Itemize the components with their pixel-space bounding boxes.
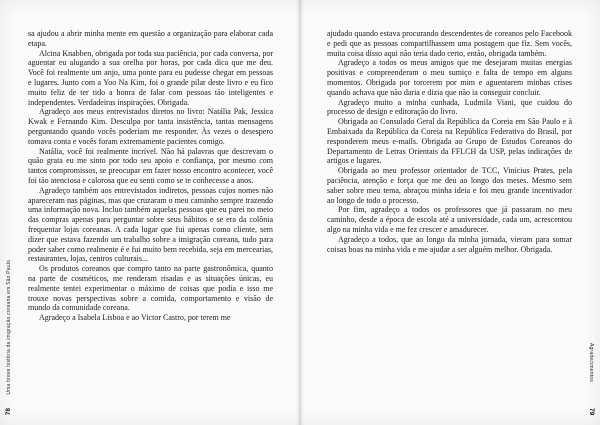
right-page-text <box>327 29 572 254</box>
paragraph: Os produtos coreanos que compro tanto na parte gastronômica, quanto na parte de cosméticos, me renderam risadas e as situações únicas, eu realmente tentei experimentar o máximo de coisas que podia e isso me trouxe novas perspectivas sobre a comida, comportamento e visão de mundo da comunidade coreana. <box>28 264 273 313</box>
running-title-left: Uma breve história da imigração coreana em São Paulo <box>6 260 12 395</box>
paragraph-continuation: ajudado quando estava procurando descendentes de coreanos pelo Facebook e pedi que as pessoas compartilhassem uma postagem que fiz. Sem vocês, muita coisa disso aqui não teria dado certo, então, obrigada também. <box>327 29 572 58</box>
running-title-right: Agradecimentos <box>588 343 594 382</box>
paragraph: Agradeço muito a minha cunhada, Ludmila Viani, que cuidou do processo de design e editoração do livro. <box>327 97 572 117</box>
paragraph: Agradeço a todos os meus amigos que me desejaram muitas energias positivas e compreenderam o meu sumiço e falta de tempo em alguns momentos. Obrigada por torcerem por mim e aguentarem minhas crises quando achava que não daria e dizia que não ia conseguir concluir. <box>327 58 572 97</box>
paragraph: Obrigada ao Consulado Geral da República da Coreia em São Paulo e à Embaixada da República da Coreia na República Federativa do Brasil, por responderem meus e-mails. Obrigada ao Grupo de Estudos Coreanos do Departamento de Letras Orientais da FFLCH da USP, pelas indicações de artigos e lugares. <box>327 117 572 166</box>
paragraph: Agradeço a todos, que ao longo da minha jornada, vieram para somar coisas boas na minha vida e me ajudar a ser alguém melhor. Obrigada. <box>327 234 572 254</box>
page-gutter <box>295 0 305 425</box>
paragraph: Natália, você foi realmente incrível. Não há palavras que descrevam o quão grata eu me sinto por todo seu apoio e confiança, por mesmo com tantos compromissos, se preocupar em fazer nosso encontro acontecer, você foi tão atenciosa e calorosa que eu senti como se te conhecesse a anos. <box>28 146 273 185</box>
paragraph: Obrigada ao meu professor orientador de TCC, Vinicius Prates, pela paciência, atenção e força que me deu ao longo dos meses. Mesmo sem saber sobre meu tema, abraçou minha ideia e foi meu grande incentivador ao longo de todo o processo. <box>327 166 572 205</box>
paragraph: Agradeço também aos entrevistados indiretos, pessoas cujos nomes não apareceram nas páginas, mas que cruzaram o meu caminho sempre trazendo uma informação nova. Incluo também aquelas pessoas que eu parei no meio das compras apenas para perguntar sobre seus hábitos e se era da colônia frequentar lojas coreanas. A cada lugar que fui apenas como cliente, sem dizer que estava fazendo um trabalho sobre a imigração coreana, tudo para poder saber como realmente é e fui muito bem recebida, seja em mercearias, restaurantes, lojas, centros culturais... <box>28 185 273 264</box>
paragraph: Por fim, agradeço a todos os professores que já passaram no meu caminho, desde a época de escola até a universidade, cada um, acrescentou algo na minha vida e me fez crescer e amadurecer. <box>327 205 572 234</box>
page-number-right: 79 <box>588 407 595 415</box>
paragraph: Alcina Knabben, obrigada por toda sua paciência, por cada conversa, por aguentar eu alugando a sua orelha por horas, por cada dica que me deu. Você foi realmente um anjo, uma ponte para eu pudesse chegar em pessoas e lugares. Junto com a Yoo Na Kim, foi o grande pilar deste livro e eu fico muito feliz de ter tido a honra de falar com pessoas tão inteligentes e independentes. Verdadeiras inspirações. Obrigada. <box>28 48 273 107</box>
paragraph: Agradeço aos meus entrevistados diretos no livro: Natália Pak, Jessica Kwak e Fernando Kim. Desculpa por tanta insistência, tantas mensagens perguntando quando vocês poderiam me responder. Às vezes o desespero tomava conta e vocês foram extremamente pacientes comigo. <box>28 107 273 146</box>
left-page-text <box>28 29 273 323</box>
paragraph-continuation: sa ajudou a abrir minha mente em questão a organização para elaborar cada etapa. <box>28 29 273 48</box>
paragraph: Agradeço a Isabela Lisboa e ao Victor Castro, por terem me <box>39 313 231 323</box>
page-number-left: 78 <box>5 407 12 415</box>
